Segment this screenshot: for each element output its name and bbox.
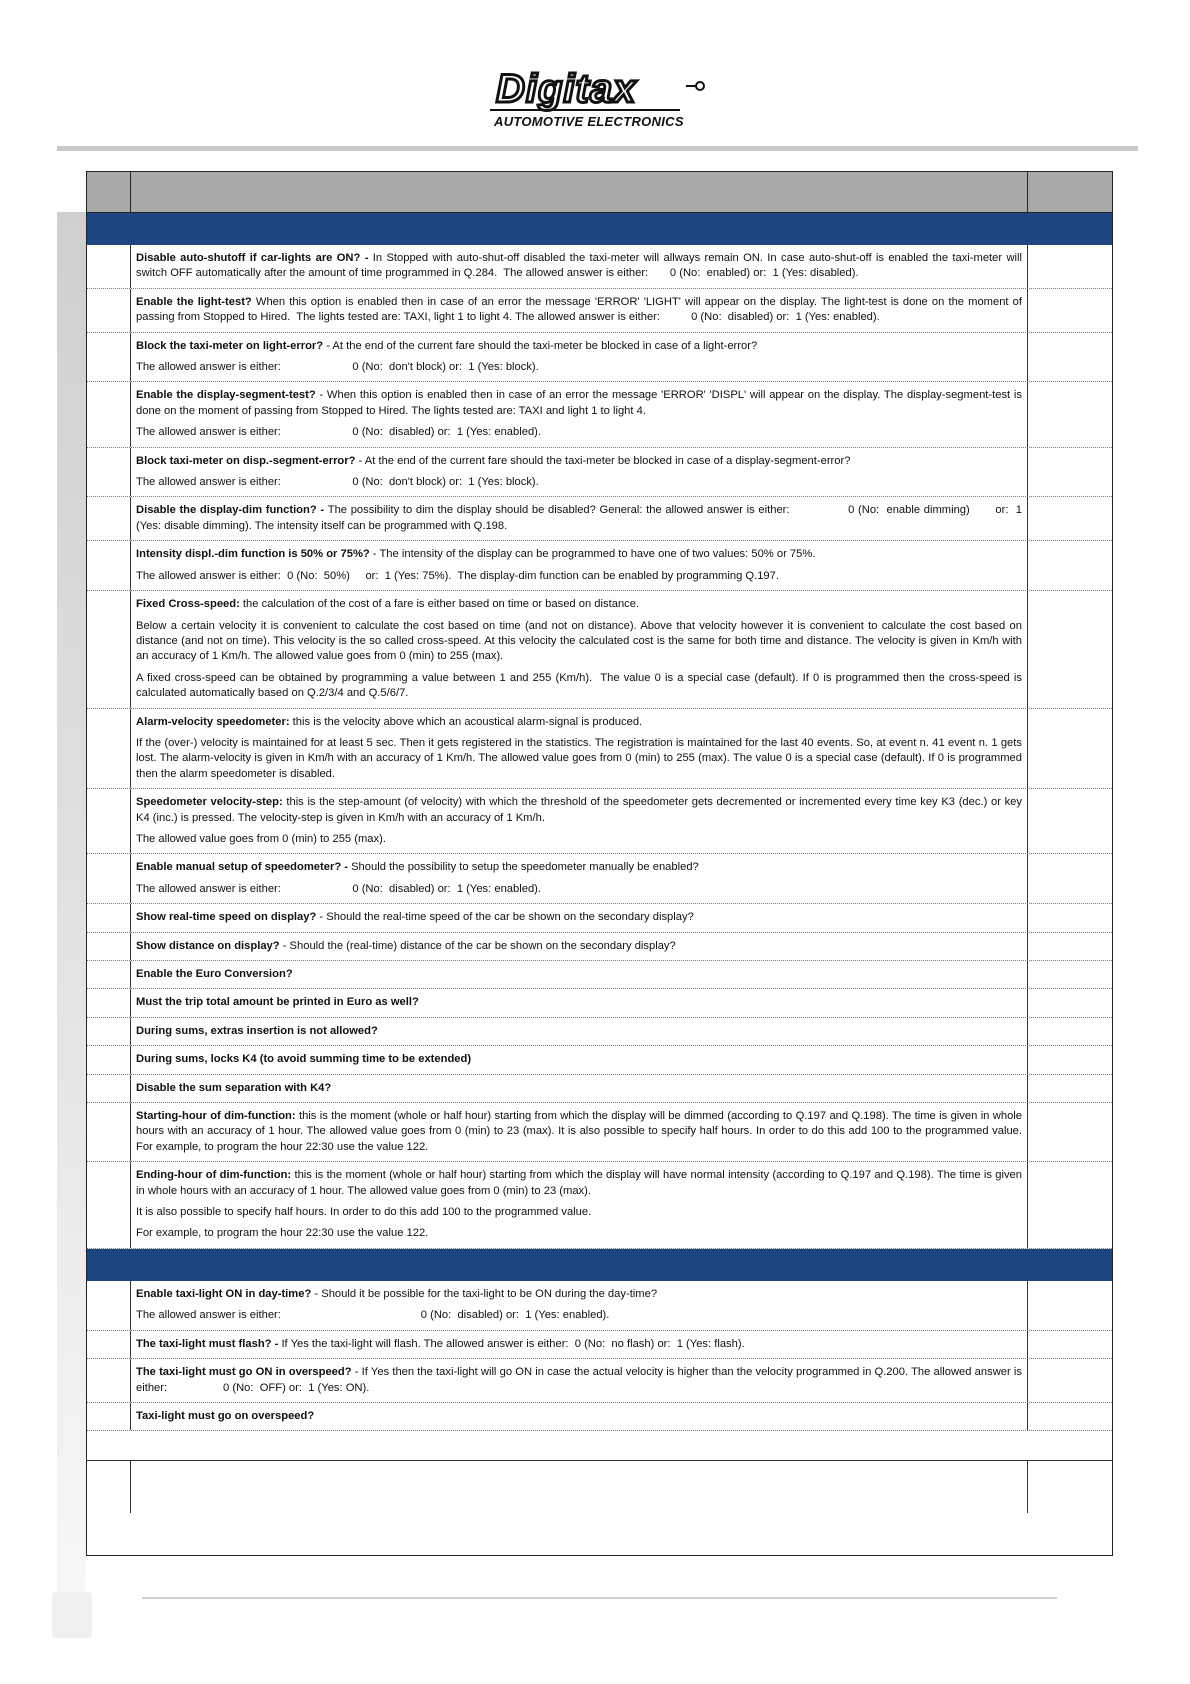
table-row	[87, 1359, 1112, 1403]
row-text: In Stopped with auto-shut-off disabled the taxi-meter will allways remain ON. In case auto-shut-off is enabled the taxi-meter will switch OFF automatically after the amount of time programmed in Q.284. The allowed answer is either: 0 (No: enabled) or: 1 (Yes: disabled).	[136, 252, 1026, 280]
table-row	[87, 709, 1112, 790]
row-value-cell	[1028, 854, 1112, 903]
table-row	[87, 591, 1112, 708]
row-description	[131, 1162, 1028, 1248]
row-number-cell	[87, 333, 131, 382]
row-value-cell	[1028, 1403, 1112, 1430]
row-description	[131, 989, 1028, 1016]
table-row	[87, 989, 1112, 1017]
row-description	[131, 382, 1028, 446]
row-text: When this option is enabled then in case of an error the message 'ERROR' 'LIGHT' will appear on the display. The light-test is done on the moment of passing from Stopped to Hired. The lights tested are: TAXI, light 1 to light 4. The allowed answer is either: 0 (No: disabled) or: 1 (Yes: enabled).	[136, 295, 1026, 324]
row-text: - The intensity of the display can be programmed to have one of two values: 50% or 75%.	[369, 548, 816, 561]
row-value-cell	[1028, 1281, 1112, 1330]
row-text: It is also possible to specify half hours. In order to do this add 100 to the programmed value.	[136, 1206, 592, 1219]
row-title: Must the trip total amount be printed in Euro as well?	[136, 996, 419, 1009]
row-description	[131, 789, 1028, 853]
row-text: - Should the real-time speed of the car be shown on the secondary display?	[316, 911, 694, 924]
row-number-cell	[87, 497, 131, 540]
row-value-cell	[1028, 989, 1112, 1016]
parameter-table	[86, 171, 1113, 1556]
row-number-cell	[87, 989, 131, 1016]
table-row	[87, 289, 1112, 333]
row-description	[131, 1359, 1028, 1402]
row-description	[131, 1103, 1028, 1161]
row-text: If the (over-) velocity is maintained for at least 5 sec. Then it gets registered in the statistics. The registration is maintained for the last 40 events. So, at event n. 41 event n. 1 gets lost. The alarm-velocity is given in Km/h with an accuracy of 1 Km/h. The allowed value goes from 0 (min) to 255 (max). The value 0 is a special case (default). If 0 is programmed then the alarm speedometer is disabled.	[136, 736, 1026, 780]
row-value-cell	[1028, 1018, 1112, 1045]
row-title: Fixed Cross-speed:	[136, 598, 240, 611]
row-description	[131, 1403, 1028, 1430]
row-number-cell	[87, 1403, 131, 1430]
empty-row	[87, 1461, 1112, 1513]
table-row	[87, 904, 1112, 932]
row-number-cell	[87, 448, 131, 497]
row-number-cell	[87, 904, 131, 931]
left-gradient-band	[57, 212, 86, 1592]
row-description	[131, 961, 1028, 988]
table-header	[87, 172, 1112, 213]
row-value-cell	[1028, 591, 1112, 707]
row-value-cell	[1028, 933, 1112, 960]
row-description	[131, 854, 1028, 903]
row-text: this is the step-amount (of velocity) with which the threshold of the speedometer gets decremented or incremented every time key K3 (dec.) or key K4 (inc.) is pressed. The velocity-step is given in Km/h with an accuracy of 1 Km/h.	[136, 796, 1026, 824]
row-description	[131, 1281, 1028, 1330]
row-text: - When this option is enabled then in case of an error the message 'ERROR' 'DISPL' will appear on the display. The display-segment-test is done on the moment of passing from Stopped to Hired. The lights tested are: TAXI and light 1 to light 4.	[136, 389, 1026, 417]
row-text: - If Yes then the taxi-light will go ON in case the actual velocity is higher than the velocity programmed in Q.200. The allowed answer is either: 0 (No: OFF) or: 1 (Yes: ON).	[136, 1366, 1026, 1394]
row-value-cell	[1028, 245, 1112, 288]
row-description	[131, 448, 1028, 497]
row-number-cell	[87, 1359, 131, 1402]
row-text: A fixed cross-speed can be obtained by programming a value between 1 and 255 (Km/h). The value 0 is a special case (default). If 0 is programmed then the cross-speed is calculated automatically based on Q.2/3/4 and Q.5/6/7.	[136, 671, 1026, 700]
row-number-cell	[87, 933, 131, 960]
row-number-cell	[87, 1281, 131, 1330]
row-description	[131, 497, 1028, 540]
section-band-2	[87, 1249, 1112, 1281]
row-number-cell	[87, 289, 131, 332]
row-value-cell	[1028, 333, 1112, 382]
row-description	[131, 245, 1028, 288]
table-row	[87, 789, 1112, 854]
row-title: Enable taxi-light ON in day-time?	[136, 1287, 312, 1300]
row-title: Starting-hour of dim-function:	[136, 1110, 296, 1123]
row-value-cell	[1028, 1162, 1112, 1248]
row-text: this is the moment (whole or half hour) starting from which the display will be dimmed (according to Q.197 and Q.198). The time is given in whole hours with an accuracy of 1 hour. The allowed value goes from 0 (min) to 23 (max). It is also possible to specify half hours. In order to do this add 100 to the programmed value. For example, to program the hour 22:30 use the value 122.	[136, 1110, 1026, 1153]
row-title: The taxi-light must go ON in overspeed?	[136, 1366, 352, 1379]
row-number-cell	[87, 961, 131, 988]
row-value-cell	[1028, 541, 1112, 590]
row-description	[131, 333, 1028, 382]
table-row	[87, 1046, 1112, 1074]
row-text: The allowed value goes from 0 (min) to 255 (max).	[136, 832, 386, 845]
row-title: During sums, extras insertion is not allowed?	[136, 1024, 378, 1037]
row-text: If Yes the taxi-light will flash. The allowed answer is either: 0 (No: no flash) or: 1 (Yes: flash).	[281, 1337, 745, 1350]
row-value-cell	[1028, 497, 1112, 540]
row-value-cell	[1028, 1075, 1112, 1102]
table-row	[87, 245, 1112, 289]
section-1-rows	[87, 245, 1112, 1249]
row-title: Block taxi-meter on disp.-segment-error?	[136, 454, 356, 467]
empty-row	[87, 1431, 1112, 1461]
row-text: - At the end of the current fare should the taxi-meter be blocked in case of a light-error?	[323, 339, 758, 352]
table-row	[87, 382, 1112, 447]
table-row	[87, 1075, 1112, 1103]
row-title: Intensity displ.-dim function is 50% or 75%?	[136, 548, 370, 561]
row-text: The possibility to dim the display should be disabled? General: the allowed answer is either: 0 (No: enable dimming) or: 1 (Yes: disable dimming). The intensity itself can be programmed with Q.198.	[136, 504, 1026, 532]
table-row	[87, 333, 1112, 383]
row-value-cell	[1028, 1331, 1112, 1358]
row-title: Block the taxi-meter on light-error?	[136, 339, 324, 352]
table-row	[87, 1403, 1112, 1431]
table-row	[87, 497, 1112, 541]
row-title: Enable the display-segment-test?	[136, 389, 316, 402]
table-row	[87, 854, 1112, 904]
row-title: Speedometer velocity-step:	[136, 796, 283, 809]
row-title: Enable manual setup of speedometer? -	[136, 861, 352, 874]
row-text: - At the end of the current fare should the taxi-meter be blocked in case of a display-segment-error?	[355, 454, 851, 467]
row-number-cell	[87, 591, 131, 707]
row-number-cell	[87, 789, 131, 853]
row-description	[131, 1331, 1028, 1358]
bottom-divider	[142, 1597, 1057, 1599]
row-number-cell	[87, 1103, 131, 1161]
svg-text:AUTOMOTIVE ELECTRONICS: AUTOMOTIVE ELECTRONICS	[494, 114, 684, 129]
row-text: The allowed answer is either: 0 (No: disabled) or: 1 (Yes: enabled).	[136, 882, 542, 895]
table-row	[87, 1331, 1112, 1359]
row-title: Disable auto-shutoff if car-lights are ON? -	[136, 252, 373, 264]
table-row	[87, 961, 1112, 989]
row-number-cell	[87, 382, 131, 446]
table-row	[87, 541, 1112, 591]
section-2-rows	[87, 1281, 1112, 1431]
row-description	[131, 1046, 1028, 1073]
row-title: Disable the sum separation with K4?	[136, 1081, 332, 1094]
row-description	[131, 289, 1028, 332]
row-text: For example, to program the hour 22:30 use the value 122.	[136, 1227, 429, 1240]
row-title: Enable the Euro Conversion?	[136, 968, 293, 980]
table-row	[87, 1162, 1112, 1249]
section-band-1	[87, 213, 1112, 245]
row-text: The allowed answer is either: 0 (No: 50%) or: 1 (Yes: 75%). The display-dim function can be enabled by programming Q.197.	[136, 569, 779, 582]
table-row	[87, 1018, 1112, 1046]
table-row	[87, 1281, 1112, 1331]
row-text: - Should the (real-time) distance of the car be shown on the secondary display?	[279, 939, 676, 952]
row-number-cell	[87, 1162, 131, 1248]
row-number-cell	[87, 1046, 131, 1073]
row-number-cell	[87, 1075, 131, 1102]
page-corner-mark	[52, 1592, 92, 1638]
row-description	[131, 591, 1028, 707]
table-row	[87, 1103, 1112, 1162]
row-number-cell	[87, 1331, 131, 1358]
row-text: The allowed answer is either: 0 (No: don't block) or: 1 (Yes: block).	[136, 476, 539, 489]
row-description	[131, 709, 1028, 789]
row-title: Ending-hour of dim-function:	[136, 1169, 292, 1182]
row-number-cell	[87, 541, 131, 590]
row-text: The allowed answer is either: 0 (No: disabled) or: 1 (Yes: enabled).	[136, 1309, 610, 1322]
digitax-logo	[490, 66, 712, 130]
row-value-cell	[1028, 289, 1112, 332]
row-text: - Should it be possible for the taxi-light to be ON during the day-time?	[311, 1287, 658, 1300]
row-number-cell	[87, 709, 131, 789]
table-row	[87, 448, 1112, 498]
row-title: The taxi-light must flash? -	[136, 1337, 282, 1350]
row-title: Taxi-light must go on overspeed?	[136, 1409, 315, 1422]
row-value-cell	[1028, 961, 1112, 988]
row-text: this is the velocity above which an acoustical alarm-signal is produced.	[289, 715, 643, 728]
row-text: Should the possibility to setup the speedometer manually be enabled?	[351, 861, 699, 874]
row-value-cell	[1028, 448, 1112, 497]
row-text: The allowed answer is either: 0 (No: disabled) or: 1 (Yes: enabled).	[136, 426, 542, 439]
row-description	[131, 1018, 1028, 1045]
row-text: this is the moment (whole or half hour) starting from which the display will have normal intensity (according to Q.197 and Q.198). The time is given in whole hours with an accuracy of 1 hour. The allowed value goes from 0 (min) to 23 (max).	[136, 1169, 1026, 1197]
row-number-cell	[87, 245, 131, 288]
row-title: Enable the light-test?	[136, 295, 252, 308]
top-divider	[57, 146, 1138, 151]
row-description	[131, 541, 1028, 590]
row-number-cell	[87, 854, 131, 903]
row-text: the calculation of the cost of a fare is either based on time or based on distance.	[239, 598, 640, 611]
row-text: The allowed answer is either: 0 (No: don't block) or: 1 (Yes: block).	[136, 361, 539, 374]
row-title: Alarm-velocity speedometer:	[136, 715, 290, 728]
row-title: Disable the display-dim function? -	[136, 504, 328, 517]
row-value-cell	[1028, 904, 1112, 931]
row-value-cell	[1028, 789, 1112, 853]
row-number-cell	[87, 1018, 131, 1045]
table-row	[87, 933, 1112, 961]
row-description	[131, 1075, 1028, 1102]
row-title: During sums, locks K4 (to avoid summing time to be extended)	[136, 1053, 472, 1066]
row-value-cell	[1028, 709, 1112, 789]
row-value-cell	[1028, 1359, 1112, 1402]
row-value-cell	[1028, 1046, 1112, 1073]
row-title: Show distance on display?	[136, 939, 280, 952]
svg-text:Digitax: Digitax	[496, 67, 637, 111]
row-description	[131, 933, 1028, 960]
row-text: Below a certain velocity it is convenient to calculate the cost based on time (and not on distance). Above that velocity however it is convenient to calculate the cost based on distance (and not on time). This velocity is the so called cross-speed. At this velocity the calculated cost is the same for both time and distance. The velocity is given in Km/h with an accuracy of 1 Km/h. The allowed value goes from 0 (min) to 255 (max).	[136, 619, 1026, 663]
row-value-cell	[1028, 382, 1112, 446]
row-description	[131, 904, 1028, 931]
row-title: Show real-time speed on display?	[136, 911, 317, 924]
row-value-cell	[1028, 1103, 1112, 1161]
